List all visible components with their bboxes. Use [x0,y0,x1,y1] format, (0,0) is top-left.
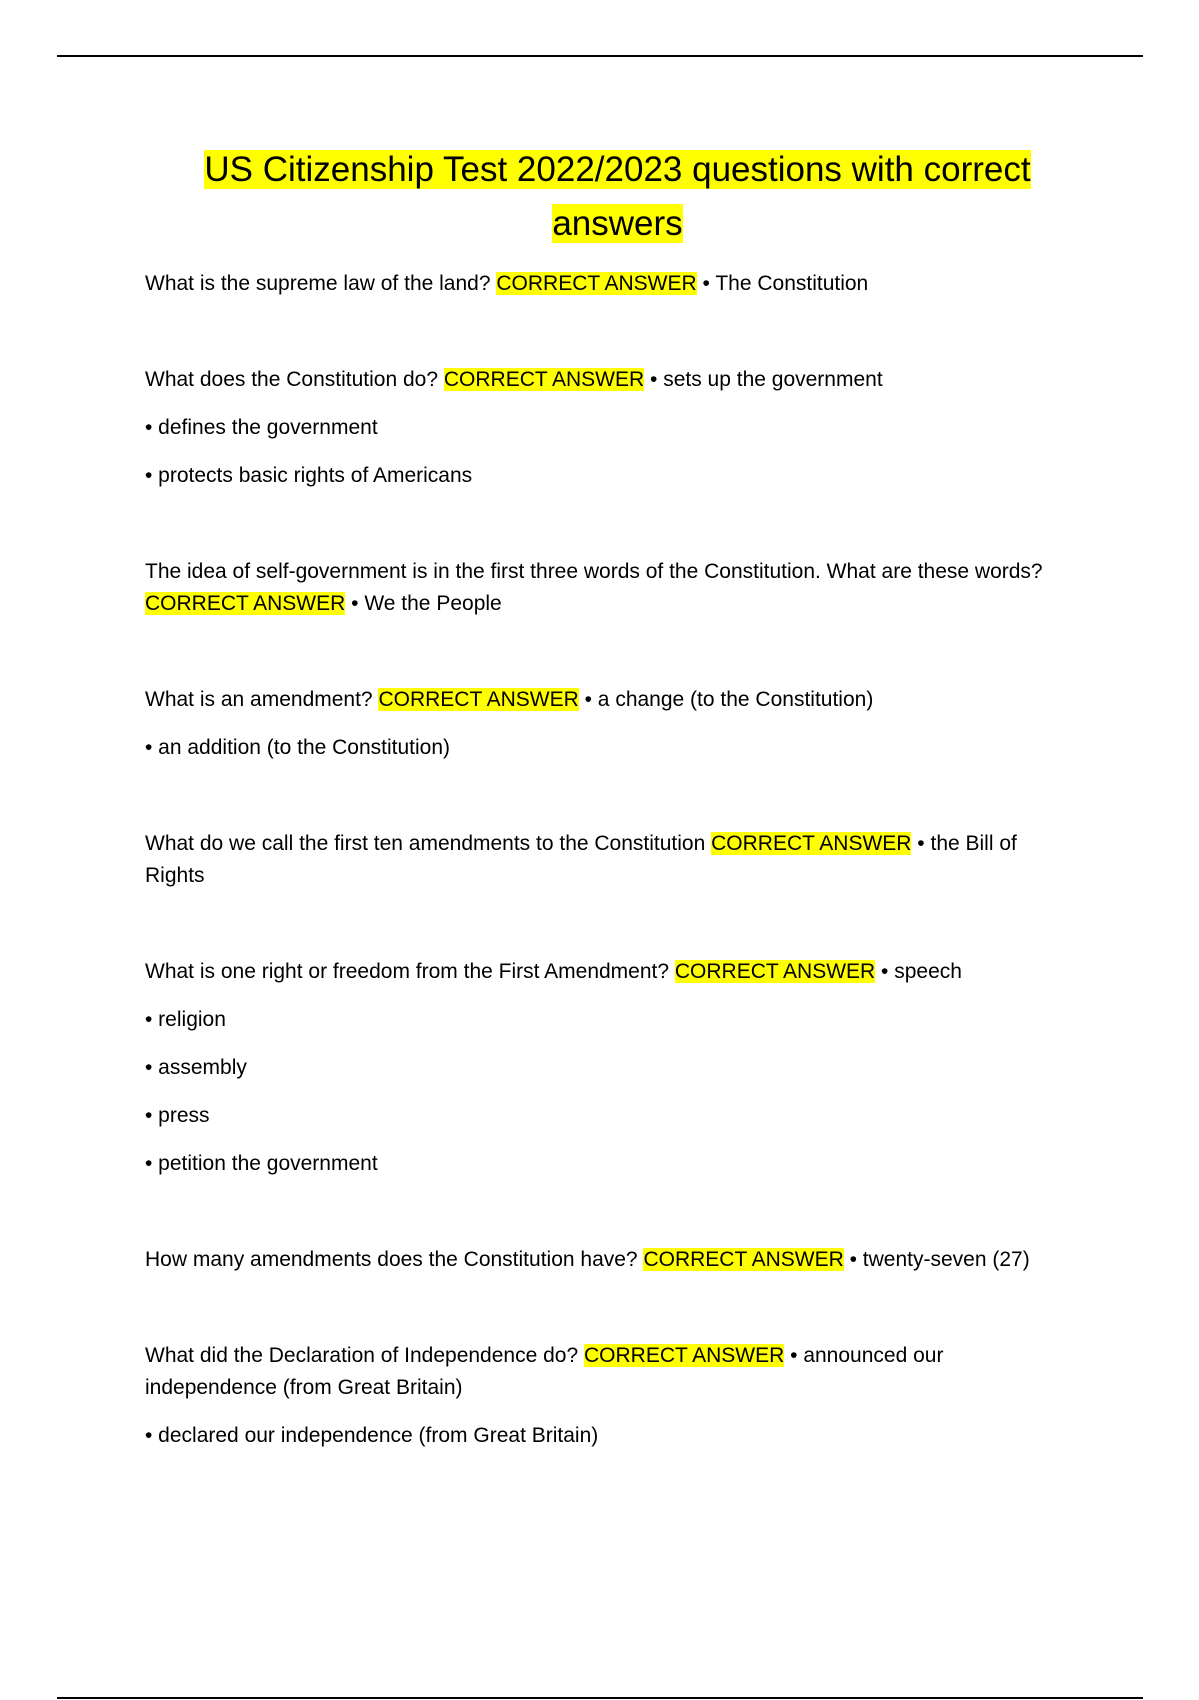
qa-item [145,684,1065,764]
question-text: What is one right or freedom from the First Amendment? [145,960,670,983]
qa-item [145,956,1065,1180]
qa-item [145,1340,1065,1452]
answer-text: • twenty-seven (27) [849,1248,1030,1271]
answer-text: • speech [881,960,962,983]
answer-text: • sets up the government [650,368,883,391]
question-line [145,556,1065,620]
qa-item [145,828,1065,892]
correct-answer-tag: CORRECT ANSWER [378,688,579,711]
answer-text: • a change (to the Constitution) [584,688,874,711]
correct-answer-tag: CORRECT ANSWER [583,1344,785,1367]
question-line [145,828,1065,892]
question-text: What do we call the first ten amendments to the Constitution [145,832,706,855]
question-text: How many amendments does the Constitution have? [145,1248,638,1271]
answer-extra: • religion [145,1008,226,1031]
answer-extra: • declared our independence (from Great Britain) [145,1424,599,1447]
answer-extra: • petition the government [145,1152,378,1175]
answer-extra: • assembly [145,1056,247,1079]
correct-answer-tag: CORRECT ANSWER [674,960,876,983]
question-line [145,684,1065,716]
question-line [145,1244,1065,1276]
correct-answer-tag: CORRECT ANSWER [643,1248,844,1271]
answer-text: • the Bill of Rights [145,832,1017,887]
bottom-rule [57,1697,1143,1699]
correct-answer-tag: CORRECT ANSWER [711,832,912,855]
page-title [150,143,1085,251]
question-text: What does the Constitution do? [145,368,439,391]
correct-answer-tag: CORRECT ANSWER [443,368,645,391]
question-line [145,1340,1065,1404]
qa-list [145,268,1065,1516]
question-text: The idea of self-government is in the first three words of the Constitution. What are these words? [145,560,1043,583]
question-text: What is an amendment? [145,688,373,711]
question-line [145,956,1065,988]
answer-text: • announced our independence (from Great Britain) [145,1344,944,1399]
qa-item [145,268,1065,300]
question-line [145,364,1065,396]
answer-extra: • defines the government [145,416,378,439]
question-text: What is the supreme law of the land? [145,272,491,295]
answer-extra: • an addition (to the Constitution) [145,736,451,759]
answer-text: • The Constitution [702,272,869,295]
qa-item [145,556,1065,620]
title-text: US Citizenship Test 2022/2023 questions with correct answers [204,150,1031,243]
qa-item [145,364,1065,492]
qa-item [145,1244,1065,1276]
answer-text: • We the People [351,592,502,615]
answer-extra: • protects basic rights of Americans [145,464,473,487]
question-line [145,268,1065,300]
top-rule [57,55,1143,57]
correct-answer-tag: CORRECT ANSWER [496,272,697,295]
answer-extra: • press [145,1104,210,1127]
question-text: What did the Declaration of Independence do? [145,1344,579,1367]
correct-answer-tag: CORRECT ANSWER [145,592,346,615]
